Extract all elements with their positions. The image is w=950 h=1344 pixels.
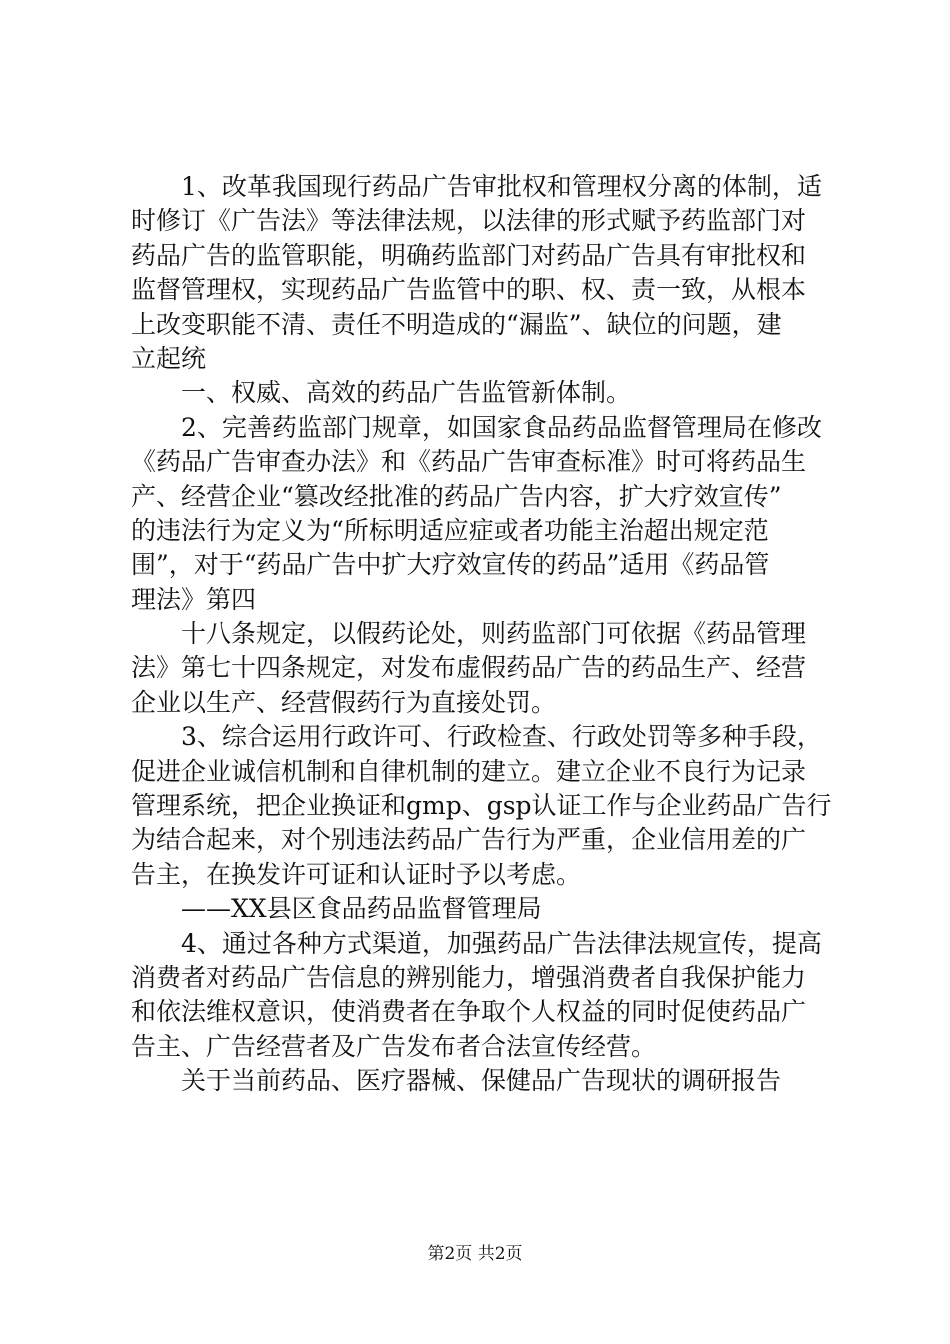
text-line: 为结合起来，对个别违法药品广告行为严重，企业信用差的广 bbox=[131, 825, 807, 855]
paragraph-integrated-measures bbox=[131, 720, 831, 892]
text-line: 消费者对药品广告信息的辨别能力，增强消费者自我保护能力 bbox=[131, 962, 807, 992]
paragraph-report-title bbox=[131, 1064, 831, 1098]
text-line: 一、权威、高效的药品广告监管新体制。 bbox=[131, 378, 632, 408]
paragraph-article-48 bbox=[131, 617, 831, 720]
text-line: 理法》第四 bbox=[131, 584, 257, 614]
text-line: 告主，在换发许可证和认证时予以考虑。 bbox=[131, 859, 582, 889]
text-line: 2、完善药监部门规章，如国家食品药品监督管理局在修改 bbox=[131, 412, 822, 442]
text-line: 上改变职能不清、责任不明造成的“漏监”、缺位的问题，建 bbox=[131, 309, 782, 339]
text-line: 监督管理权，实现药品广告监管中的职、权、责一致，从根本 bbox=[131, 275, 807, 305]
text-line: 4、通过各种方式渠道，加强药品广告法律法规宣传，提高 bbox=[131, 928, 822, 958]
text-line: 告主、广告经营者及广告发布者合法宣传经营。 bbox=[131, 1031, 657, 1061]
document-body bbox=[131, 170, 831, 1099]
text-line: 和依法维权意识，使消费者在争取个人权益的同时促使药品广 bbox=[131, 997, 807, 1027]
paragraph-signature bbox=[131, 892, 831, 926]
text-line: 十八条规定，以假药论处，则药监部门可依据《药品管理 bbox=[131, 619, 807, 649]
text-line: 法》第七十四条规定，对发布虚假药品广告的药品生产、经营 bbox=[131, 653, 807, 683]
text-line: 关于当前药品、医疗器械、保健品广告现状的调研报告 bbox=[131, 1066, 782, 1096]
paragraph-reform-system bbox=[131, 170, 831, 376]
text-line: 药品广告的监管职能，明确药监部门对药品广告具有审批权和 bbox=[131, 240, 807, 270]
text-line: 产、经营企业“篡改经批准的药品广告内容，扩大疗效宣传” bbox=[131, 481, 782, 511]
text-line: 的违法行为定义为“所标明适应症或者功能主治超出规定范 bbox=[131, 515, 769, 545]
paragraph-new-system bbox=[131, 376, 831, 410]
text-line: 围”，对于“药品广告中扩大疗效宣传的药品”适用《药品管 bbox=[131, 550, 770, 580]
text-line: 管理系统，把企业换证和gmp、gsp认证工作与企业药品广告行 bbox=[131, 791, 832, 821]
text-line: 时修订《广告法》等法律法规，以法律的形式赋予药监部门对 bbox=[131, 206, 807, 236]
paragraph-improve-rules bbox=[131, 411, 831, 617]
text-line: 1、改革我国现行药品广告审批权和管理权分离的体制，适 bbox=[131, 172, 822, 201]
signature-line: ——XX县区食品药品监督管理局 bbox=[131, 894, 542, 924]
page-number-footer: 第2页 共2页 bbox=[427, 1244, 523, 1264]
text-line: 立起统 bbox=[131, 343, 207, 373]
text-line: 3、综合运用行政许可、行政检查、行政处罚等多种手段， bbox=[131, 722, 822, 752]
text-line: 《药品广告审查办法》和《药品广告审查标准》时可将药品生 bbox=[131, 447, 807, 477]
text-line: 企业以生产、经营假药行为直接处罚。 bbox=[131, 687, 557, 717]
text-line: 促进企业诚信机制和自律机制的建立。建立企业不良行为记录 bbox=[131, 756, 807, 786]
paragraph-public-education bbox=[131, 927, 831, 1065]
